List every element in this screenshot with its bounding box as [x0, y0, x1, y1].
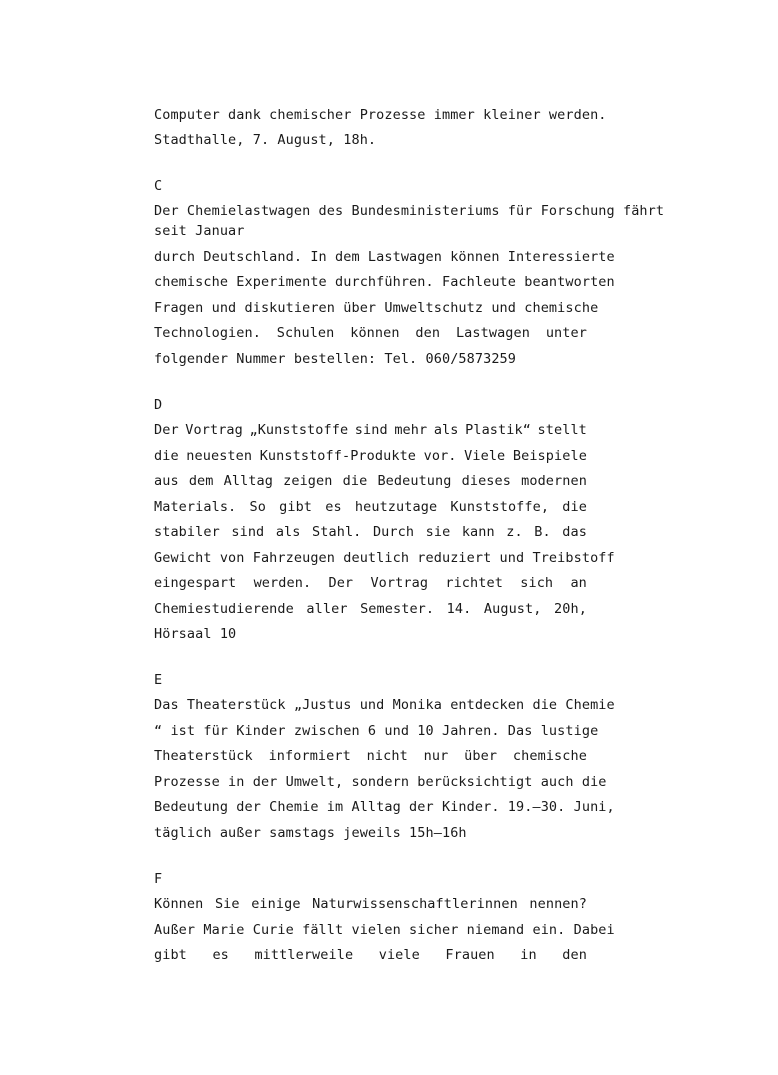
word: Technologien.: [154, 325, 261, 341]
paragraph-line: Gewicht von Fahrzeugen deutlich reduziert und Treibstoff: [154, 550, 615, 566]
word: die: [154, 448, 179, 464]
word: Alltag: [223, 473, 273, 489]
word: Der: [328, 575, 354, 591]
word: Können: [154, 896, 204, 912]
word: nur: [423, 748, 449, 764]
intro-line: Computer dank chemischer Prozesse immer kleiner werden.: [154, 107, 607, 123]
word: Vortrag: [370, 575, 429, 591]
word: Materials.: [154, 499, 237, 515]
section-letter-e: E: [154, 672, 163, 688]
word: sind: [231, 524, 265, 540]
word: gibt: [154, 947, 187, 963]
word: den: [562, 947, 587, 963]
word: mittlerweile: [254, 947, 354, 963]
word: eingespart: [154, 575, 237, 591]
word: aus: [154, 473, 179, 489]
paragraph-line: [154, 324, 587, 342]
intro-line: Stadthalle, 7. August, 18h.: [154, 132, 377, 148]
word: sich: [520, 575, 554, 591]
paragraph-line: [154, 447, 587, 465]
word: Semester.: [360, 601, 435, 617]
word: Plastik“: [465, 422, 531, 438]
word: nennen?: [529, 896, 587, 912]
paragraph-line: [154, 946, 587, 964]
paragraph-line: [154, 472, 587, 490]
word: können: [350, 325, 400, 341]
paragraph-line: seit Januar: [154, 223, 245, 239]
word: 14.: [446, 601, 472, 617]
word: Durch: [372, 524, 415, 540]
word: mehr: [394, 422, 428, 438]
word: kann: [461, 524, 495, 540]
word: Bedeutung: [377, 473, 452, 489]
word: neuesten: [186, 448, 253, 464]
word: sie: [425, 524, 451, 540]
word: dem: [188, 473, 214, 489]
word: werden.: [253, 575, 312, 591]
word: z.: [506, 524, 523, 540]
word: nicht: [366, 748, 408, 764]
word: als: [275, 524, 301, 540]
paragraph-line: [154, 498, 587, 516]
word: vor.: [423, 448, 457, 464]
word: viele: [378, 947, 420, 963]
word: Vortrag: [185, 422, 243, 438]
word: zeigen: [283, 473, 333, 489]
word: B.: [534, 524, 551, 540]
word: Frauen: [445, 947, 495, 963]
word: Chemiestudierende: [154, 601, 294, 617]
word: aller: [306, 601, 348, 617]
paragraph-line: Bedeutung der Chemie im Alltag der Kinder. 19.–30. Juni,: [154, 799, 615, 815]
paragraph-line: [154, 421, 587, 439]
word: modernen: [521, 473, 587, 489]
word: stellt: [537, 422, 587, 438]
word: Lastwagen: [455, 325, 530, 341]
word: Schulen: [276, 325, 335, 341]
word: an: [570, 575, 587, 591]
paragraph-line: Prozesse in der Umwelt, sondern berücksichtigt auch die: [154, 774, 607, 790]
word: Viele: [464, 448, 506, 464]
paragraph-line: täglich außer samstags jeweils 15h–16h: [154, 825, 467, 841]
word: Stahl.: [312, 524, 362, 540]
word: Naturwissenschaftlerinnen: [312, 896, 518, 912]
word: es: [212, 947, 229, 963]
word: Theaterstück: [154, 748, 253, 764]
word: über: [464, 748, 498, 764]
word: unter: [545, 325, 587, 341]
word: in: [520, 947, 537, 963]
word: die: [342, 473, 368, 489]
word: August,: [483, 601, 542, 617]
paragraph-line: [154, 747, 587, 765]
section-letter-d: D: [154, 397, 163, 413]
word: das: [562, 524, 587, 540]
paragraph-line: “ ist für Kinder zwischen 6 und 10 Jahren. Das lustige: [154, 723, 599, 739]
paragraph-line: [154, 523, 587, 541]
word: stabiler: [154, 524, 220, 540]
word: als: [433, 422, 459, 438]
word: gibt: [279, 499, 313, 515]
word: heutzutage: [354, 499, 438, 515]
paragraph-line: Der Chemielastwagen des Bundesministeriums für Forschung fährt: [154, 203, 665, 219]
word: So: [249, 499, 266, 515]
word: sind: [354, 422, 388, 438]
word: Beispiele: [512, 448, 587, 464]
word: richtet: [445, 575, 503, 591]
section-letter-c: C: [154, 178, 163, 194]
paragraph-line: [154, 600, 587, 618]
word: dieses: [461, 473, 511, 489]
word: Kunststoff-Produkte: [259, 448, 417, 464]
word: Der: [154, 422, 179, 438]
paragraph-line: Fragen und diskutieren über Umweltschutz und chemische: [154, 300, 599, 316]
paragraph-line: chemische Experimente durchführen. Fachleute beantworten: [154, 274, 615, 290]
paragraph-line: [154, 574, 587, 592]
section-letter-f: F: [154, 871, 163, 887]
word: „Kunststoffe: [249, 422, 349, 438]
word: die: [562, 499, 587, 515]
word: informiert: [268, 748, 351, 764]
word: es: [325, 499, 342, 515]
word: den: [415, 325, 441, 341]
paragraph-line: Hörsaal 10: [154, 626, 237, 642]
paragraph-line: Außer Marie Curie fällt vielen sicher niemand ein. Dabei: [154, 922, 615, 938]
paragraph-line: folgender Nummer bestellen: Tel. 060/5873259: [154, 351, 517, 367]
paragraph-line: durch Deutschland. In dem Lastwagen können Interessierte: [154, 249, 615, 265]
paragraph-line: [154, 895, 587, 913]
word: chemische: [512, 748, 587, 764]
paragraph-line: Das Theaterstück „Justus und Monika entdecken die Chemie: [154, 697, 615, 713]
word: Kunststoffe,: [450, 499, 550, 515]
word: Sie: [214, 896, 240, 912]
word: einige: [251, 896, 301, 912]
word: 20h,: [554, 601, 587, 617]
